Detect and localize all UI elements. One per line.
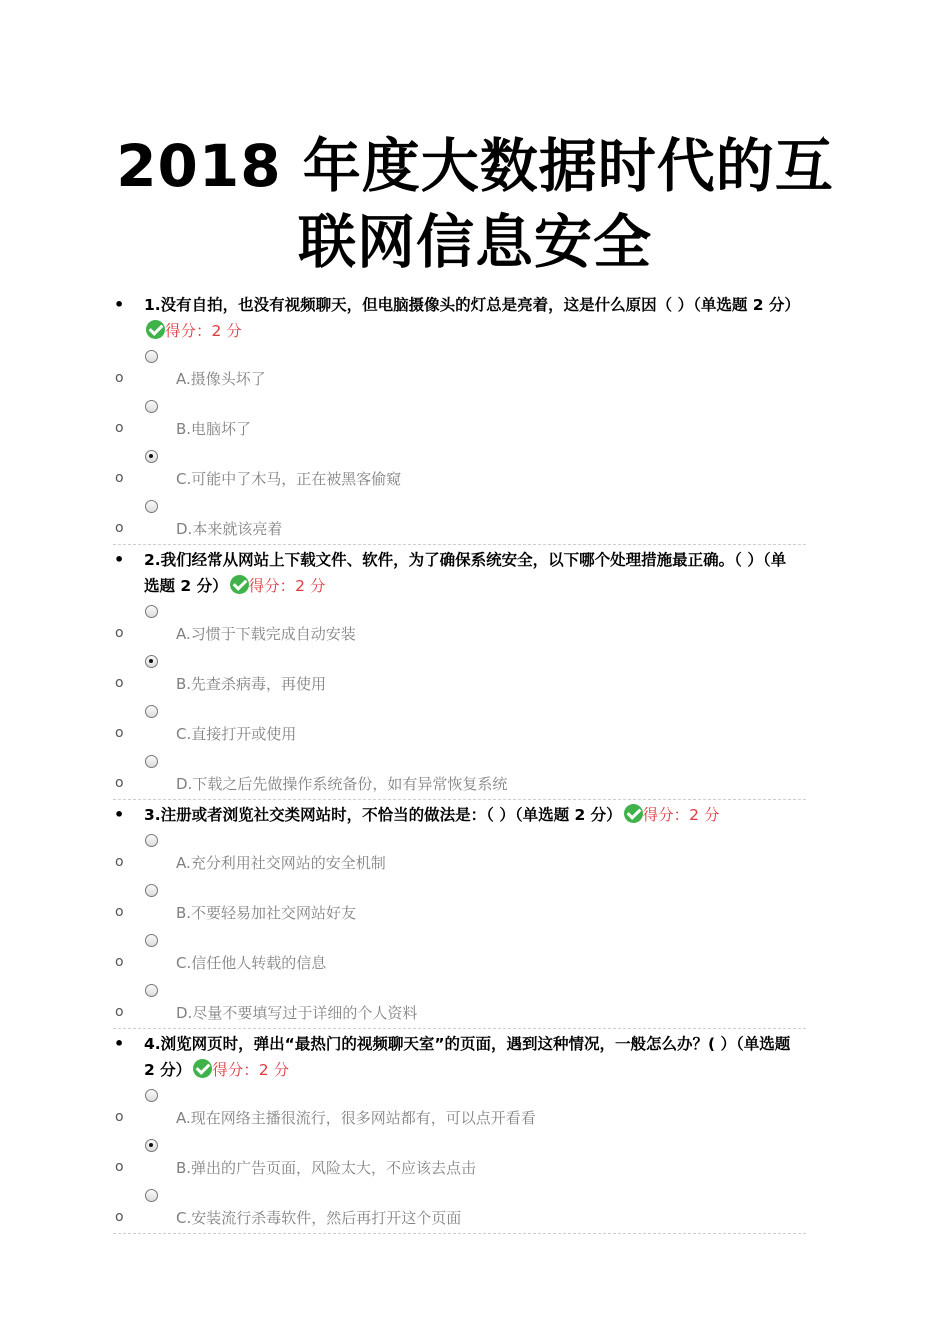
option-1-a[interactable] [0, 344, 950, 394]
sub-bullet: o [115, 420, 124, 436]
sub-bullet: o [115, 1004, 124, 1020]
score-label: 得分：2 分 [212, 1061, 289, 1079]
option-label: C.信任他人转载的信息 [176, 954, 327, 972]
option-4-c[interactable] [0, 1183, 950, 1233]
radio-icon[interactable] [145, 500, 158, 513]
option-list [0, 599, 950, 799]
sub-bullet: o [115, 904, 124, 920]
bullet: • [114, 805, 125, 824]
option-3-a[interactable] [0, 828, 950, 878]
option-2-a[interactable] [0, 599, 950, 649]
option-2-b[interactable] [0, 649, 950, 699]
divider [113, 1233, 806, 1234]
sub-bullet: o [115, 470, 124, 486]
option-2-d[interactable] [0, 749, 950, 799]
option-label: B.不要轻易加社交网站好友 [176, 904, 357, 922]
score-label: 得分：2 分 [248, 577, 326, 595]
radio-icon[interactable] [145, 834, 158, 847]
option-label: C.直接打开或使用 [176, 725, 297, 743]
option-3-d[interactable] [0, 978, 950, 1028]
question-2 [0, 545, 950, 800]
option-label: D.本来就该亮着 [176, 520, 283, 538]
sub-bullet: o [115, 954, 124, 970]
option-1-c[interactable] [0, 444, 950, 494]
option-3-c[interactable] [0, 928, 950, 978]
radio-icon[interactable] [145, 705, 158, 718]
radio-icon[interactable] [145, 605, 158, 618]
question-4 [0, 1029, 950, 1234]
option-list [0, 1083, 950, 1233]
check-icon [230, 575, 249, 594]
score-label: 得分：2 分 [165, 322, 242, 340]
question-1 [0, 290, 950, 545]
option-label: D.下载之后先做操作系统备份，如有异常恢复系统 [176, 775, 508, 793]
sub-bullet: o [115, 775, 124, 791]
option-label: B.先查杀病毒，再使用 [176, 675, 327, 693]
sub-bullet: o [115, 625, 124, 641]
bullet: • [114, 1034, 125, 1053]
question-text: 2.我们经常从网站上下载文件、软件，为了确保系统安全，以下哪个处理措施最正确。（ ）（单选题 2 分） [144, 551, 787, 595]
option-label: C.可能中了木马，正在被黑客偷窥 [176, 470, 402, 488]
option-label: A.充分利用社交网站的安全机制 [176, 854, 386, 872]
option-4-a[interactable] [0, 1083, 950, 1133]
question-text: 1.没有自拍，也没有视频聊天，但电脑摄像头的灯总是亮着，这是什么原因（ ）（单选题 2 分） [144, 296, 800, 314]
question-text: 4.浏览网页时，弹出“最热门的视频聊天室”的页面，遇到这种情况，一般怎么办？( ）（单选题 2 分） [144, 1035, 791, 1079]
check-icon [146, 320, 165, 339]
radio-icon[interactable] [145, 884, 158, 897]
sub-bullet: o [115, 370, 124, 386]
bullet: • [114, 550, 125, 569]
option-1-d[interactable] [0, 494, 950, 544]
question-header [114, 545, 794, 599]
question-header [114, 1029, 794, 1083]
question-header [114, 290, 800, 344]
option-label: A.习惯于下载完成自动安装 [176, 625, 356, 643]
sub-bullet: o [115, 1209, 124, 1225]
option-label: B.电脑坏了 [176, 420, 252, 438]
option-label: B.弹出的广告页面，风险太大，不应该去点击 [176, 1159, 477, 1177]
bullet: • [114, 295, 125, 314]
question-text: 3.注册或者浏览社交类网站时，不恰当的做法是：（ ）（单选题 2 分） [144, 806, 622, 824]
option-label: A.现在网络主播很流行，很多网站都有，可以点开看看 [176, 1109, 536, 1127]
radio-icon[interactable] [145, 934, 158, 947]
sub-bullet: o [115, 520, 124, 536]
option-3-b[interactable] [0, 878, 950, 928]
check-icon [193, 1059, 212, 1078]
radio-checked-icon[interactable] [145, 655, 158, 668]
sub-bullet: o [115, 725, 124, 741]
option-1-b[interactable] [0, 394, 950, 444]
question-list [0, 290, 950, 1234]
sub-bullet: o [115, 675, 124, 691]
option-label: D.尽量不要填写过于详细的个人资料 [176, 1004, 418, 1022]
option-list [0, 344, 950, 544]
document-title [0, 128, 950, 280]
option-2-c[interactable] [0, 699, 950, 749]
radio-icon[interactable] [145, 350, 158, 363]
score-label: 得分：2 分 [642, 806, 720, 824]
question-header [114, 800, 794, 828]
radio-checked-icon[interactable] [145, 1139, 158, 1152]
sub-bullet: o [115, 1109, 124, 1125]
option-label: C.安装流行杀毒软件，然后再打开这个页面 [176, 1209, 462, 1227]
option-4-b[interactable] [0, 1133, 950, 1183]
option-list [0, 828, 950, 1028]
sub-bullet: o [115, 854, 124, 870]
radio-icon[interactable] [145, 1189, 158, 1202]
option-label: A.摄像头坏了 [176, 370, 266, 388]
radio-icon[interactable] [145, 984, 158, 997]
check-icon [624, 804, 643, 823]
radio-icon[interactable] [145, 755, 158, 768]
sub-bullet: o [115, 1159, 124, 1175]
title-line-1: 2018 年度大数据时代的互 [116, 132, 834, 200]
title-line-2: 联网信息安全 [297, 208, 652, 276]
question-3 [0, 800, 950, 1029]
radio-checked-icon[interactable] [145, 450, 158, 463]
radio-icon[interactable] [145, 1089, 158, 1102]
radio-icon[interactable] [145, 400, 158, 413]
